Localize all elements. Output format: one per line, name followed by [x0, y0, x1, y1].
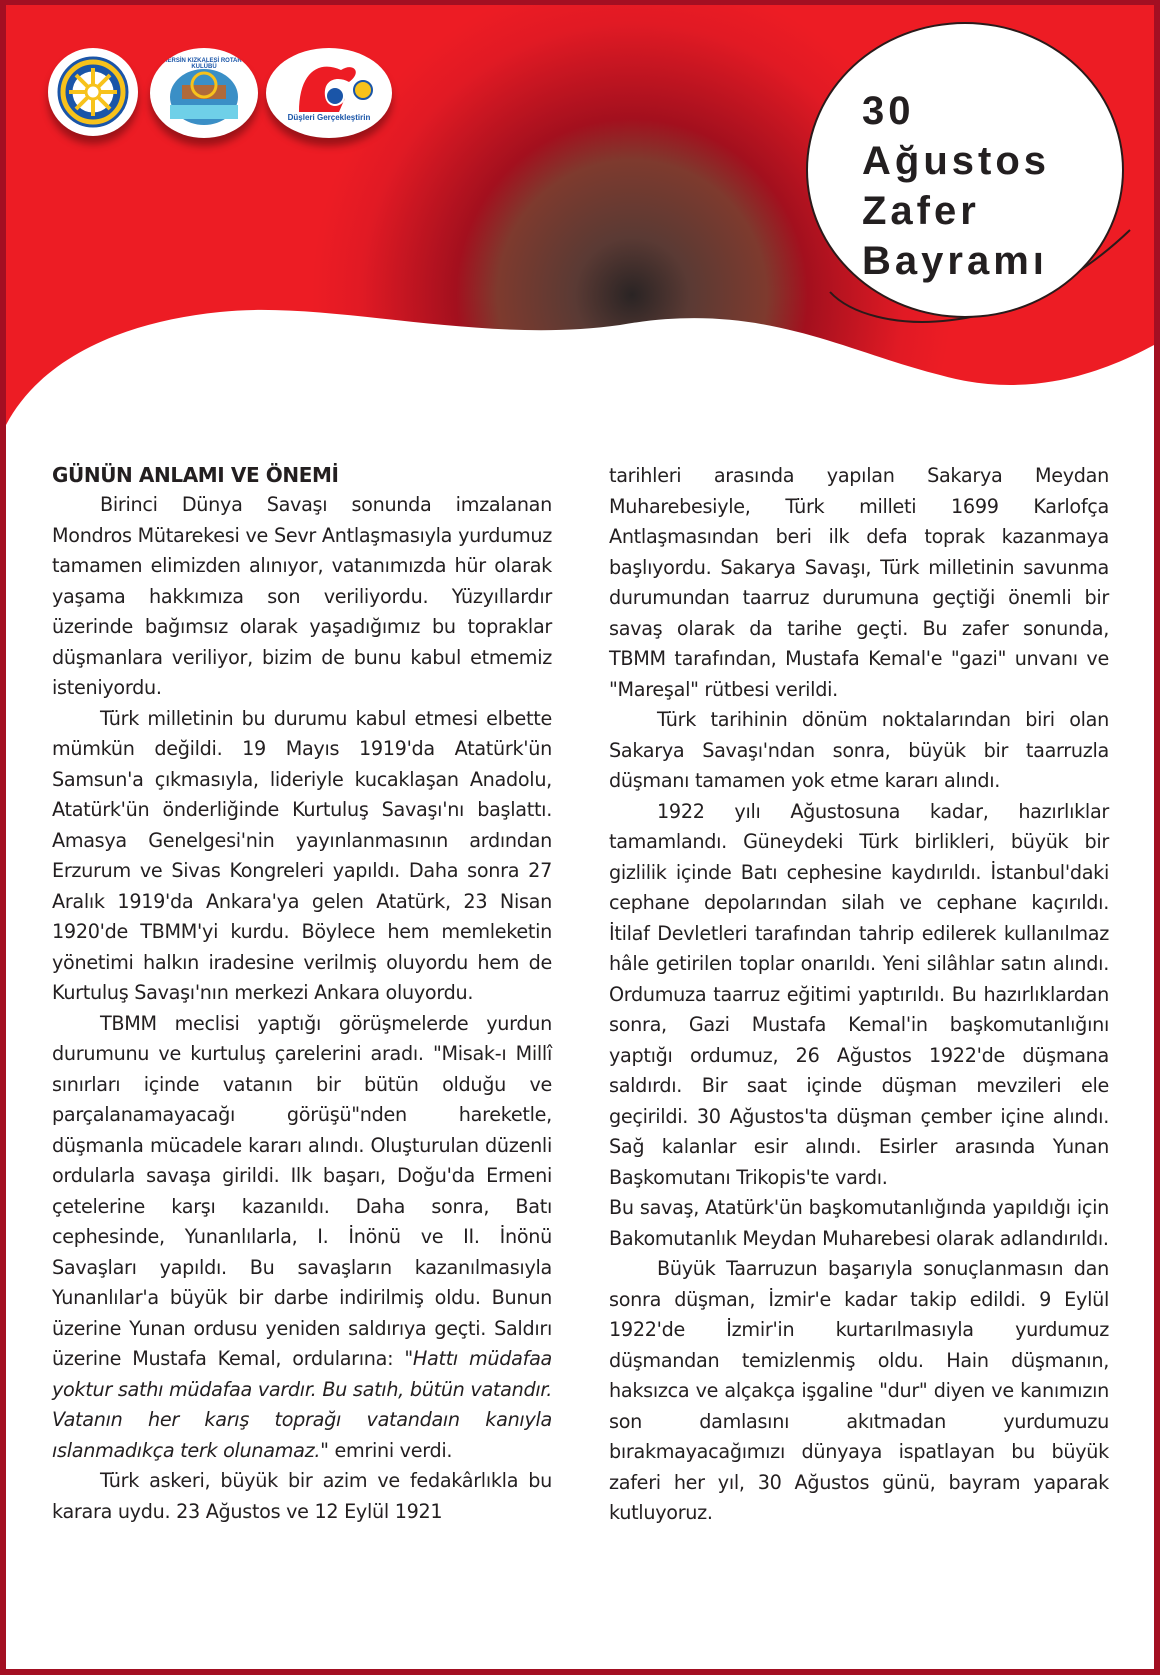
club-name-caption: MERSİN KIZKALESİ ROTARY KULÜBÜ	[162, 58, 246, 70]
paragraph: Bu savaş, Atatürk'ün başkomutanlığında yapıldığı için Bakomutanlık Meydan Muharebesi olarak adlandırıldı.	[609, 1196, 1109, 1250]
title-line-4: Bayramı	[862, 239, 1048, 283]
title-line-1: 30	[862, 89, 915, 133]
title-line-3: Zafer	[862, 189, 980, 233]
paragraph: tarihleri arasında yapılan Sakarya Meydan Muharebesiyle, Türk milleti 1699 Karlofça Antlaşmasından beri ilk defa toprak kazanmaya başlıyordu. Sakarya Savaşı, Türk milletinin savunma durumundan taarruz durumuna geçtiği önemli bir savaş olarak da tarihe geçti. Bu zafer sonunda, TBMM tarafından, Mustafa Kemal'e "gazi" unvanı ve "Mareşal" rütbesi verildi.	[609, 464, 1109, 701]
paragraph: 1922 yılı Ağustosuna kadar, hazırlıklar tamamlandı. Güneydeki Türk birlikleri, büyük bir gizlilik içinde Batı cephesine kaydırıldı. İstanbul'daki cephane depolarından silah ve cephane kaçırıldı. İtilaf Devletleri tarafından tahrip edilerek kullanılmaz hâle getirilen toplar onarıldı. Yeni silâhlar satın alındı. Ordumuza taarruz eğitimi yaptırıldı. Bu hazırlıklardan sonra, Gazi Mustafa Kemal'in başkomutanlığını yaptığı ordumuz, 26 Ağustos 1922'de düşmana saldırdı. Bir saat içinde düşman mevzileri ele geçirildi. 30 Ağustos'ta düşman çember içine alındı. Sağ kalanlar esir alındı. Esirler arasında Yunan Başkomutanı Trikopis'te vardı.	[609, 799, 1109, 1189]
article-column-right	[609, 461, 1109, 1529]
paragraph-with-quote	[52, 1009, 552, 1467]
section-heading: GÜNÜN ANLAMI VE ÖNEMİ	[52, 463, 339, 487]
paragraph: Birinci Dünya Savaşı sonunda imzalanan Mondros Mütarekesi ve Sevr Antlaşmasıyla yurdumuz tamamen elimizden alınıyor, vatanımızda hür olarak yaşama hakkımıza son veriliyordu. Yüzyıllardır üzerinde bağımsız olarak yaşadığımız bu topraklar düşmanlara veriliyor, bizim de bunu kabul etmemiz isteniyordu.	[52, 493, 552, 699]
page-title	[862, 86, 1050, 286]
quote-suffix: " emrini verdi.	[320, 1438, 453, 1462]
paragraph: Büyük Taarruzun başarıyla sonuçlanmasın dan sonra düşman, İzmir'e kadar takip edildi. 9 Eylül 1922'de İzmir'in kurtarılmasıyla yurdumuz düşmandan temizlenmiş oldu. Hain düşmanın, haksızca ve alçakça işgaline "dur" diyen ve kanımızın son damlasını akıtmadan yurdumuzu bırakmayacağımızı dünyaya ispatlayan bu büyük zaferi her yıl, 30 Ağustos günü, bayram yaparak kutluyoruz.	[609, 1257, 1109, 1524]
slogan-caption: Düşleri Gerçekleştirin	[287, 113, 371, 122]
dream-swirl-icon	[279, 52, 379, 116]
paragraph-text: TBMM meclisi yaptığı görüşmelerde yurdun durumunu ve kurtuluş çarelerini aradı. "Misak-ı Millî sınırları içinde vatanın bir bütün olduğu ve parçalanamayacağı görüşü"nden hareketle, düşmanla mücadele kararı alındı. Oluşturulan düzenli ordularla savaşa girildi. Ilk başarı, Doğu'da Ermeni çetelerine karşı kazanıldı. Daha sonra, Batı cephesinde, Yunanlılarla, I. İnönü ve II. İnönü Savaşları yapıldı. Bu savaşların kazanılmasıyla Yunanlılar'a büyük bir darbe indirilmiş oldu. Bunun üzerine Yunan ordusu yeniden saldırıya geçti. Saldırı üzerine Mustafa Kemal, ordularına: "	[52, 1011, 552, 1370]
rotary-international-logo	[48, 48, 138, 136]
article-column-left	[52, 460, 552, 1527]
rotary-wheel-icon	[54, 53, 132, 131]
dusleri-gerceklestirin-logo	[266, 48, 392, 138]
mersin-kizkalesi-rotary-logo	[150, 48, 258, 138]
paragraph: Türk milletinin bu durumu kabul etmesi elbette mümkün değildi. 19 Mayıs 1919'da Atatürk'ün Samsun'a çıkmasıyla, lideriyle kucaklaşan Anadolu, Atatürk'ün önderliğinde Kurtuluş Savaşı'nı başlattı. Amasya Genelgesi'nin yayınlanmasının ardından Erzurum ve Sivas Kongreleri yapıldı. Daha sonra 27 Aralık 1919'da Ankara'ya gelen Atatürk, 23 Nisan 1920'de TBMM'yi kurdu. Böylece hem memleketin yönetimi halkın iradesine verilmiş oluyordu hem de Kurtuluş Savaşı'nın merkezi Ankara oluyordu.	[52, 706, 552, 1004]
title-line-2: Ağustos	[862, 139, 1050, 183]
paragraph: Türk askeri, büyük bir azim ve fedakârlıkla bu karara uydu. 23 Ağustos ve 12 Eylül 1921	[52, 1469, 552, 1523]
paragraph: Türk tarihinin dönüm noktalarından biri olan Sakarya Savaşı'ndan sonra, büyük bir taarruzla düşmanı tamamen yok etme kararı alındı.	[609, 708, 1109, 792]
ataturk-quote: Hattı müdafaa yoktur sathı müdafaa vardır. Bu satıh, bütün vatandır. Vatanın her karış toprağı vatandaın kanıyla ıslanmadıkça terk olunamaz.	[52, 1347, 552, 1462]
